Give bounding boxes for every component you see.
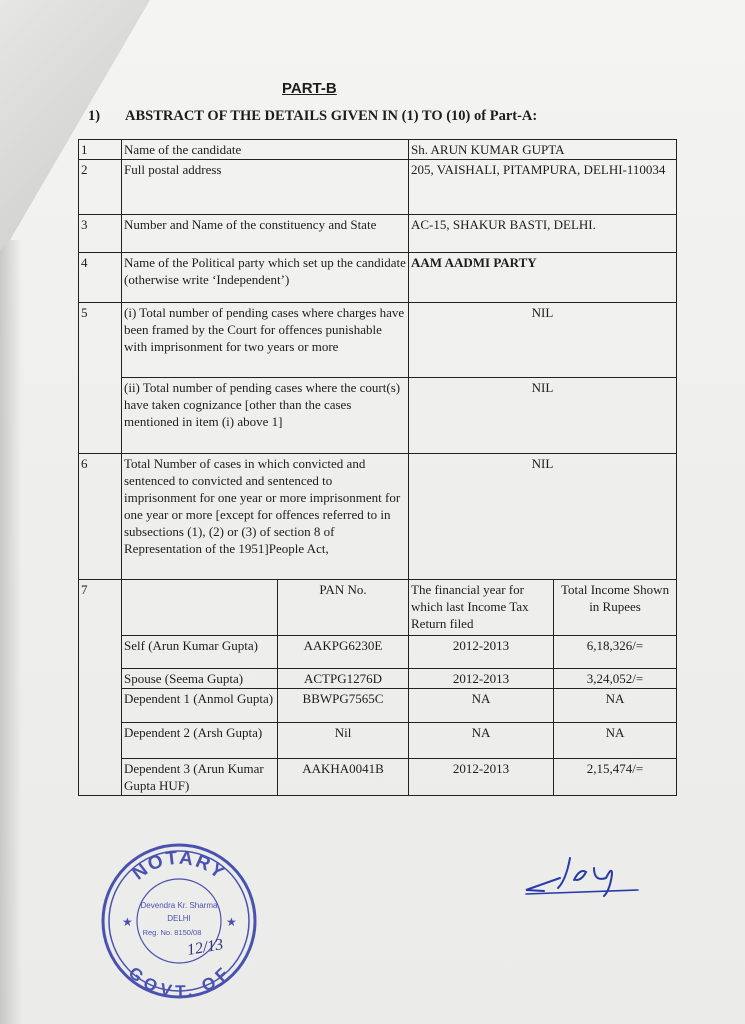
income-amount: 3,24,052/=: [554, 669, 677, 689]
row-label: Full postal address: [122, 160, 409, 215]
income-name: Dependent 2 (Arsh Gupta): [122, 723, 278, 759]
row-label: Number and Name of the constituency and State: [122, 215, 409, 253]
stamp-reg: Reg. No. 8150/08: [142, 928, 202, 937]
page-edge-shadow: [0, 240, 22, 1024]
income-amount: NA: [554, 689, 677, 723]
header-year: The financial year for which last Income Tax Return filed: [409, 580, 554, 636]
row-number: 2: [79, 160, 122, 215]
income-pan: AAKHA0041B: [278, 759, 409, 796]
stamp-date: 12/13: [185, 936, 225, 960]
row-value: NIL: [409, 454, 677, 580]
part-heading: PART-B: [282, 80, 337, 97]
header-blank: [122, 580, 278, 636]
income-amount: NA: [554, 723, 677, 759]
stamp-top-text: NOTARY: [128, 847, 230, 885]
signature: [522, 850, 642, 900]
stamp-star-icon: ★: [226, 915, 237, 929]
table-row: [79, 759, 677, 796]
row-number: 6: [79, 454, 122, 580]
row-label: Name of the candidate: [122, 140, 409, 160]
row-number: 5: [79, 303, 122, 454]
table-row: [79, 303, 677, 378]
income-amount: 6,18,326/=: [554, 636, 677, 669]
income-name: Dependent 3 (Arun Kumar Gupta HUF): [122, 759, 278, 796]
income-name: Dependent 1 (Anmol Gupta): [122, 689, 278, 723]
row-number: 7: [79, 580, 122, 796]
row-label: Total Number of cases in which convicted and sentenced to convicted and sentenced to imprisonment for one year or more imprisonment for one year or more [except for offences referred to in subsections (1), (2) or (3) of section 8 of Representation of the 1951]People Act,: [122, 454, 409, 580]
row-label: (ii) Total number of pending cases where the court(s) have taken cognizance [other than the cases mentioned in item (i) above 1]: [122, 378, 409, 454]
abstract-number: 1): [88, 108, 101, 124]
row-value: Sh. ARUN KUMAR GUPTA: [409, 140, 677, 160]
income-pan: BBWPG7565C: [278, 689, 409, 723]
header-pan: PAN No.: [278, 580, 409, 636]
row-value: NIL: [409, 378, 677, 454]
income-year: 2012-2013: [409, 669, 554, 689]
notary-stamp: [100, 842, 258, 1000]
income-amount: 2,15,474/=: [554, 759, 677, 796]
table-row: [79, 253, 677, 303]
table-row: [79, 378, 677, 454]
abstract-table: [78, 139, 677, 796]
row-label: Name of the Political party which set up the candidate (otherwise write ‘Independent’): [122, 253, 409, 303]
abstract-heading: [88, 108, 537, 125]
stamp-city: DELHI: [167, 914, 191, 923]
row-value: NIL: [409, 303, 677, 378]
table-row: [79, 636, 677, 669]
table-row: [79, 160, 677, 215]
header-income: Total Income Shown in Rupees: [554, 580, 677, 636]
income-name: Spouse (Seema Gupta): [122, 669, 278, 689]
row-number: 4: [79, 253, 122, 303]
svg-text:GOVT. OF: [125, 963, 234, 1000]
table-row: [79, 215, 677, 253]
income-year: 2012-2013: [409, 759, 554, 796]
income-header-row: [79, 580, 677, 636]
income-year: NA: [409, 689, 554, 723]
row-number: 3: [79, 215, 122, 253]
abstract-title: ABSTRACT OF THE DETAILS GIVEN IN (1) TO (10) of Part-A:: [125, 108, 538, 124]
income-pan: AAKPG6230E: [278, 636, 409, 669]
table-row: [79, 140, 677, 160]
table-row: [79, 454, 677, 580]
income-year: NA: [409, 723, 554, 759]
income-pan: Nil: [278, 723, 409, 759]
row-value: AC-15, SHAKUR BASTI, DELHI.: [409, 215, 677, 253]
stamp-star-icon: ★: [122, 915, 133, 929]
table-row: [79, 669, 677, 689]
row-value: AAM AADMI PARTY: [409, 253, 677, 303]
income-pan: ACTPG1276D: [278, 669, 409, 689]
row-number: 1: [79, 140, 122, 160]
table-row: [79, 689, 677, 723]
income-year: 2012-2013: [409, 636, 554, 669]
income-name: Self (Arun Kumar Gupta): [122, 636, 278, 669]
stamp-bottom-text: GOVT. OF: [124, 963, 234, 1000]
table-row: [79, 723, 677, 759]
row-label: (i) Total number of pending cases where charges have been framed by the Court for offences punishable with imprisonment for two years or more: [122, 303, 409, 378]
row-value: 205, VAISHALI, PITAMPURA, DELHI-110034: [409, 160, 677, 215]
stamp-name: Devendra Kr. Sharma: [140, 901, 218, 910]
